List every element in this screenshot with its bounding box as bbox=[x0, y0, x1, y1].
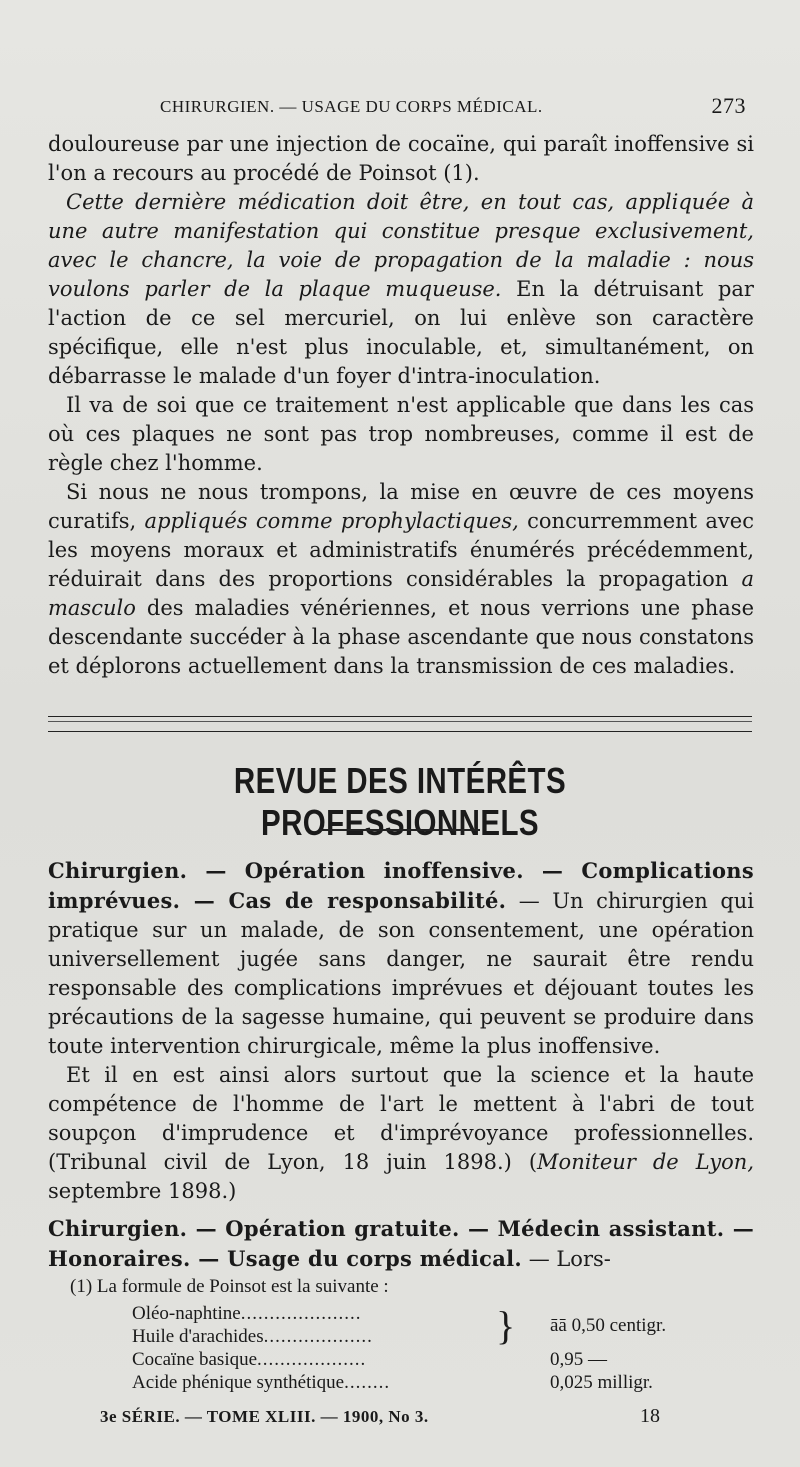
running-title: CHIRURGIEN. — USAGE DU CORPS MÉDICAL. bbox=[160, 97, 543, 116]
running-head bbox=[160, 93, 760, 123]
article-2-text: Et il en est ainsi alors surtout que la science et la haute compétence de l'homme de l'art le mettent à l'abri de tout soupçon d'imprudence et d'imprévoyance professionnelles. (Tribunal civil de Lyon, 18 juin 1898.) ( bbox=[48, 1063, 754, 1174]
series-volume: 3e SÉRIE. — TOME XLIII. — 1900, No 3. bbox=[100, 1407, 429, 1426]
article-1-text: — Un chirurgien qui pratique sur un malade, de son consentement, une opération universellement jugée sans danger, ne saurait être rendu responsable des complications imprévues et déjouant toutes les précautions de la sagesse humaine, qui peuvent se produire dans toute intervention chirurgicale, même la plus inoffensive. bbox=[48, 889, 754, 1058]
article-2-italic: Moniteur de Lyon, bbox=[537, 1150, 754, 1174]
article-3 bbox=[48, 1214, 754, 1274]
formula-row bbox=[132, 1325, 373, 1348]
paragraph-2 bbox=[48, 188, 754, 391]
paragraph-1 bbox=[48, 130, 754, 188]
footnote-intro: (1) La formule de Poinsot est la suivante : bbox=[70, 1276, 389, 1297]
paragraph-4 bbox=[48, 478, 754, 681]
section-title: REVUE DES INTÉRÊTS PROFESSIONNELS bbox=[233, 760, 567, 843]
formula-quantity: āā 0,50 centigr. bbox=[550, 1315, 667, 1336]
formula-quantity: 0,95 — bbox=[550, 1349, 607, 1370]
formula-dots: ..................... bbox=[240, 1303, 362, 1324]
section-body bbox=[48, 856, 754, 1274]
signature-mark: 18 bbox=[640, 1405, 660, 1427]
formula-quantity: 0,025 milligr. bbox=[550, 1372, 653, 1393]
formula-row bbox=[132, 1348, 366, 1371]
formula-row bbox=[132, 1371, 390, 1394]
formula-dots: ................... bbox=[257, 1349, 367, 1370]
formula-ingredient: Oléo-naphtine bbox=[132, 1303, 241, 1324]
footnote-formula bbox=[132, 1302, 692, 1394]
title-underline bbox=[320, 829, 480, 831]
article-3-heading: Chirurgien. — Opération gratuite. — Médecin assistant. — Honoraires. — Usage du corps médical. bbox=[48, 1216, 754, 1271]
article-3-text: — Lors- bbox=[522, 1247, 611, 1271]
formula-ingredient: Huile d'arachides bbox=[132, 1326, 264, 1347]
paragraph-3-text: Il va de soi que ce traitement n'est applicable que dans les cas où ces plaques ne sont pas trop nombreuses, comme il est de règle chez l'homme. bbox=[48, 393, 754, 475]
section-divider bbox=[48, 716, 752, 732]
formula-brace: } bbox=[496, 1303, 516, 1348]
article-2-end: septembre 1898.) bbox=[48, 1179, 237, 1203]
article-1 bbox=[48, 856, 754, 1061]
page-number: 273 bbox=[711, 93, 746, 118]
body-text bbox=[48, 130, 754, 681]
article-2 bbox=[48, 1061, 754, 1206]
paragraph-4-italic: appliqués comme prophylactiques, bbox=[144, 509, 519, 533]
formula-ingredient: Acide phénique synthétique bbox=[132, 1372, 345, 1393]
signature-line bbox=[100, 1405, 660, 1431]
article-1-heading: Chirurgien. — Opération inoffensive. — Complications imprévues. — Cas de responsabilité. bbox=[48, 858, 754, 913]
paragraph-1-text: douloureuse par une injection de cocaïne, qui paraît inoffensive si l'on a recours au procédé de Poinsot (1). bbox=[48, 132, 754, 185]
formula-row bbox=[132, 1302, 361, 1325]
formula-dots: ................... bbox=[263, 1326, 373, 1347]
paragraph-4-text-c: des maladies vénériennes, et nous verrions une phase descendante succéder à la phase ascendante que nous constatons et déplorons actuellement dans la transmission de ces maladies. bbox=[48, 596, 754, 678]
formula-ingredient: Cocaïne basique bbox=[132, 1349, 258, 1370]
paragraph-3 bbox=[48, 391, 754, 478]
footnote bbox=[70, 1275, 760, 1394]
paragraph-4-text-a: Si nous ne nous trompons, la mise en œuvre de ces moyens curatifs, bbox=[48, 480, 754, 533]
formula-dots: ........ bbox=[344, 1372, 391, 1393]
paragraph-2-text: En la détruisant par l'action de ce sel mercuriel, on lui enlève son caractère spécifique, elle n'est plus inoculable, et, simultanément, on débarrasse le malade d'un foyer d'intra-inoculation. bbox=[48, 277, 754, 388]
paragraph-2-italic: Cette dernière médication doit être, en tout cas, appliquée à une autre manifestation qui constitue presque exclusivement, avec le chancre, la voie de propagation de la maladie : nous voulons parler de la plaque muqueuse. bbox=[48, 190, 754, 301]
paragraph-4-text-b: concurremment avec les moyens moraux et administratifs énumérés précédemment, réduirait dans des proportions considérables la propagation bbox=[48, 509, 754, 591]
paragraph-4-italic-2: a masculo bbox=[48, 567, 754, 620]
